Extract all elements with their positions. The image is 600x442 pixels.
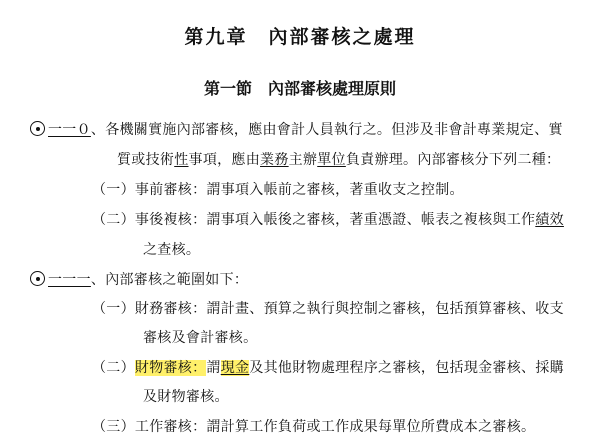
article-110-line-2: 質或技術性事項，應由業務主辦單位負責辦理。內部審核分下列二種：	[117, 152, 561, 168]
article-111-item-2-cont: 及財物審核。	[143, 389, 229, 405]
article-110-item-1: （一）事前審核：謂事項入帳前之審核，著重收支之控制。	[92, 182, 464, 198]
article-111-item-1-cont: 審核及會計審核。	[143, 330, 258, 346]
highlighted-text: 現金	[220, 360, 250, 376]
article-111-item-3: （三）工作審核：謂計算工作負荷或工作成果每單位所費成本之審核。	[92, 419, 536, 435]
article-110-line-1: 一一０、各機關實施內部審核，應由會計人員執行之。但涉及非會計專業規定、實	[30, 119, 563, 139]
article-110-item-2-cont: 之查核。	[143, 242, 201, 258]
article-110-item-2: （二）事後複核：謂事項入帳後之審核，著重憑證、帳表之複核與工作績效	[92, 212, 564, 228]
article-number: 一一一	[48, 272, 91, 288]
bullet-circle-icon	[30, 271, 45, 286]
bullet-circle-icon	[30, 121, 45, 136]
article-111-item-1: （一）財務審核：謂計畫、預算之執行與控制之審核，包括預算審核、收支	[92, 301, 564, 317]
article-111-line-1: 一一一、內部審核之範圍如下：	[30, 269, 248, 289]
article-111-item-2: （二）財物審核：謂現金及其他財物處理程序之審核，包括現金審核、採購	[92, 360, 564, 376]
section-title: 第一節 內部審核處理原則	[203, 79, 396, 98]
article-number: 一一０	[48, 122, 91, 138]
chapter-title: 第九章 內部審核之處理	[184, 26, 416, 48]
highlighted-text: 財物審核：	[134, 360, 207, 376]
